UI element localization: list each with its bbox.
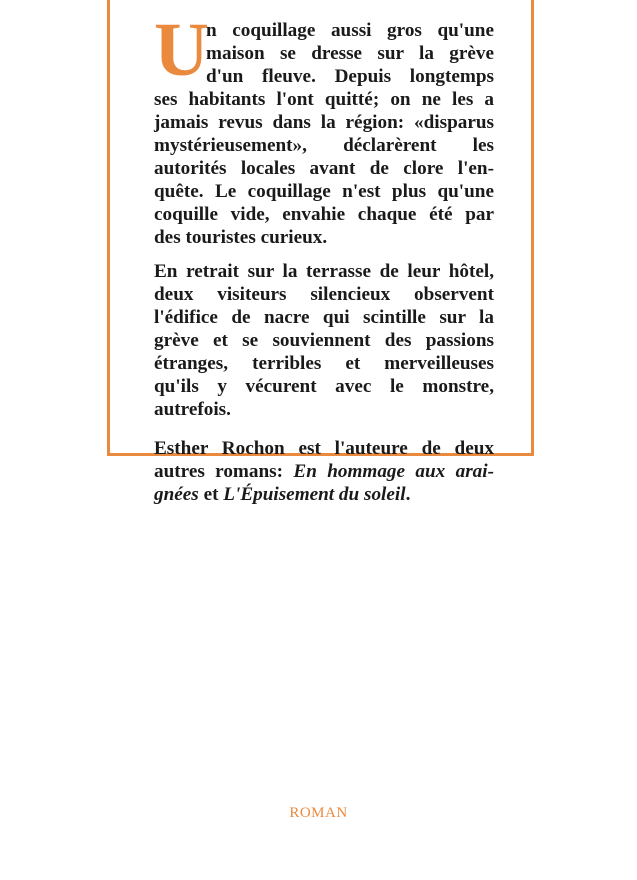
text-line: coquille vide, envahie chaque été par — [154, 204, 494, 225]
text-fragment: autres romans: — [154, 461, 294, 482]
text-line: autorités locales avant de clore l'en- — [154, 158, 494, 179]
text-line: deux visiteurs silencieux observent — [154, 284, 494, 305]
text-line: jamais revus dans la région: «disparus — [154, 112, 494, 133]
paragraph-author-bio — [154, 437, 494, 506]
text-fragment: et — [198, 484, 224, 505]
back-cover-text — [154, 8, 494, 506]
drop-cap-letter: U — [154, 8, 209, 92]
text-line: d'un fleuve. Depuis longtemps — [206, 66, 494, 87]
text-line: maison se dresse sur la grève — [206, 43, 494, 64]
genre-label: ROMAN — [289, 805, 348, 821]
book-title-italic: En hommage aux arai- — [293, 461, 494, 482]
text-line — [154, 460, 494, 483]
text-line: étranges, terribles et merveilleuses — [154, 353, 494, 374]
paragraph-synopsis — [154, 8, 494, 249]
book-title-italic: L'Épuisement du soleil — [223, 484, 406, 505]
text-line: l'édifice de nacre qui scintille sur la — [154, 307, 494, 328]
text-fragment: . — [405, 484, 411, 505]
text-line — [154, 483, 494, 506]
text-line: autrefois. — [154, 399, 231, 420]
paragraph-spacer — [154, 249, 494, 260]
text-line: qu'ils y vécurent avec le monstre, — [154, 376, 494, 397]
book-title-italic: gnées — [154, 484, 199, 505]
text-line: grève et se souviennent des passions — [154, 330, 494, 351]
text-line: n coquillage aussi gros qu'une — [206, 20, 494, 41]
text-line: mystérieusement», déclarèrent les — [154, 135, 494, 156]
text-line: ses habitants l'ont quitté; on ne les a — [154, 89, 494, 110]
text-line: des touristes curieux. — [154, 227, 328, 248]
text-line: quête. Le coquillage n'est plus qu'une — [154, 181, 494, 202]
paragraph-spacer — [154, 421, 494, 437]
text-line: Esther Rochon est l'auteure de deux — [154, 438, 494, 459]
text-line: En retrait sur la terrasse de leur hôtel, — [154, 261, 494, 282]
paragraph-visitors — [154, 260, 494, 421]
